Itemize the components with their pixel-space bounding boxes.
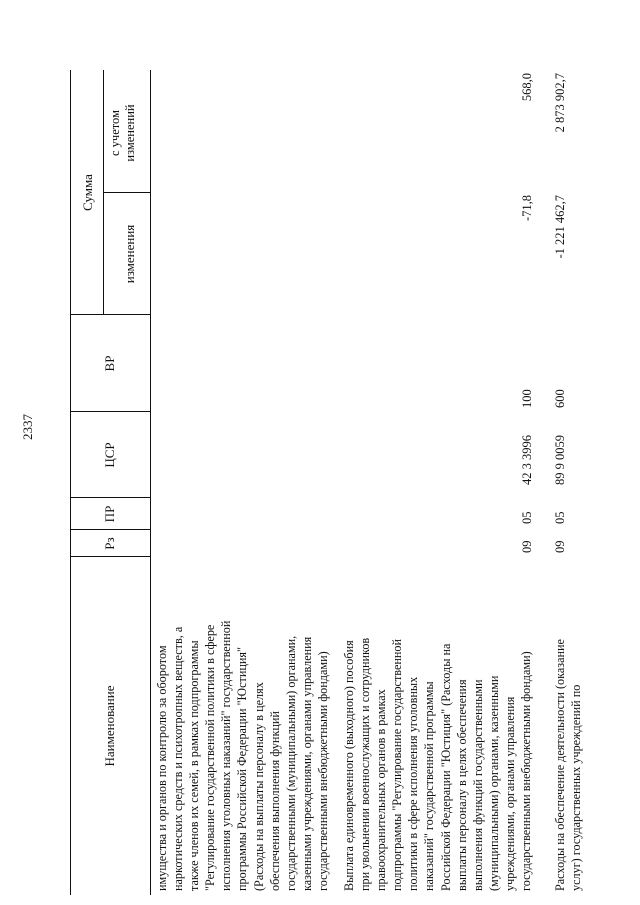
header-rz: Рз bbox=[102, 537, 117, 550]
row-2-line: наказаний" государственной программы bbox=[422, 681, 437, 891]
header-sum: Сумма bbox=[80, 174, 95, 211]
row-1-line: также членов их семей, в рамках подпрограммы bbox=[187, 640, 202, 891]
row-3-with-changes: 2 873 902,7 bbox=[553, 73, 567, 133]
row-1-line: программы Российской Федерации "Юстиция" bbox=[235, 647, 250, 891]
row-2-line: политики в сфере исполнения уголовных bbox=[406, 676, 421, 891]
row-2-line: (муниципальными) органами, казенными bbox=[486, 675, 501, 891]
row-2-line: учреждениями, органами управления bbox=[502, 696, 517, 891]
row-2-description bbox=[341, 561, 534, 891]
row-1-line: государственными (муниципальными) органами, bbox=[283, 635, 298, 891]
row-1-line: обеспечения выполнения функций bbox=[267, 711, 282, 891]
row-1-line: имущества и органов по контролю за оборотом bbox=[155, 645, 169, 891]
header-change: изменения bbox=[122, 224, 137, 284]
row-2-line: подпрограммы "Регулирование государственной bbox=[390, 638, 405, 891]
row-1-line: наркотических средств и психотропных веществ, а bbox=[171, 626, 186, 891]
row-2-line: выполнения функций государственными bbox=[470, 679, 485, 891]
row-1-line: исполнения уголовных наказаний" государственной bbox=[219, 620, 234, 891]
row-2-change: -71,8 bbox=[520, 195, 534, 222]
table-header-bottom-line bbox=[150, 70, 151, 895]
row-3-vr: 600 bbox=[553, 389, 567, 408]
row-2-vr: 100 bbox=[520, 389, 534, 408]
row-2-pr: 05 bbox=[520, 511, 534, 524]
row-2-line: Выплата единовременного (выходного) пособия bbox=[342, 640, 356, 891]
row-2-with-changes: 568,0 bbox=[520, 73, 534, 102]
row-3-change: -1 221 462,7 bbox=[553, 195, 567, 259]
row-1-line: (Расходы на выплаты персоналу в целях bbox=[251, 682, 266, 891]
row-2-line: выплаты персоналу в целях обеспечения bbox=[454, 679, 469, 891]
row-1-line: "Регулирование государственной политики в сфере bbox=[203, 624, 218, 891]
row-1-line: казенными учреждениями, органами управления bbox=[299, 636, 314, 891]
row-3-description bbox=[552, 561, 584, 891]
row-2-line: государственными внебюджетными фондами) bbox=[519, 651, 534, 891]
row-1-description bbox=[154, 561, 331, 891]
row-2-csr: 42 3 3996 bbox=[520, 435, 534, 485]
row-2-line: при увольнении военнослужащих и сотрудников bbox=[358, 637, 373, 891]
table-top-line bbox=[70, 70, 71, 895]
header-name: Наименование bbox=[102, 685, 117, 767]
header-with-changes: с учетом изменений bbox=[108, 104, 137, 162]
row-1-line: государственными внебюджетными фондами) bbox=[315, 651, 330, 891]
row-3-line: услуг) государственных учреждений по bbox=[569, 684, 584, 891]
row-2-rz: 09 bbox=[520, 540, 534, 553]
row-3-csr: 89 9 0059 bbox=[553, 435, 567, 485]
row-3-rz: 09 bbox=[553, 540, 567, 553]
row-3-line: Расходы на обеспечение деятельности (оказание bbox=[553, 639, 567, 891]
row-2-line: правоохранительных органов в рамках bbox=[374, 689, 389, 891]
header-csr: ЦСР bbox=[102, 442, 117, 468]
header-vr: ВР bbox=[102, 355, 117, 372]
page-number: 2337 bbox=[20, 414, 35, 440]
row-3-pr: 05 bbox=[553, 511, 567, 524]
header-pr: ПР bbox=[102, 505, 117, 523]
row-2-line: Российской Федерации "Юстиция" (Расходы на bbox=[438, 643, 453, 891]
